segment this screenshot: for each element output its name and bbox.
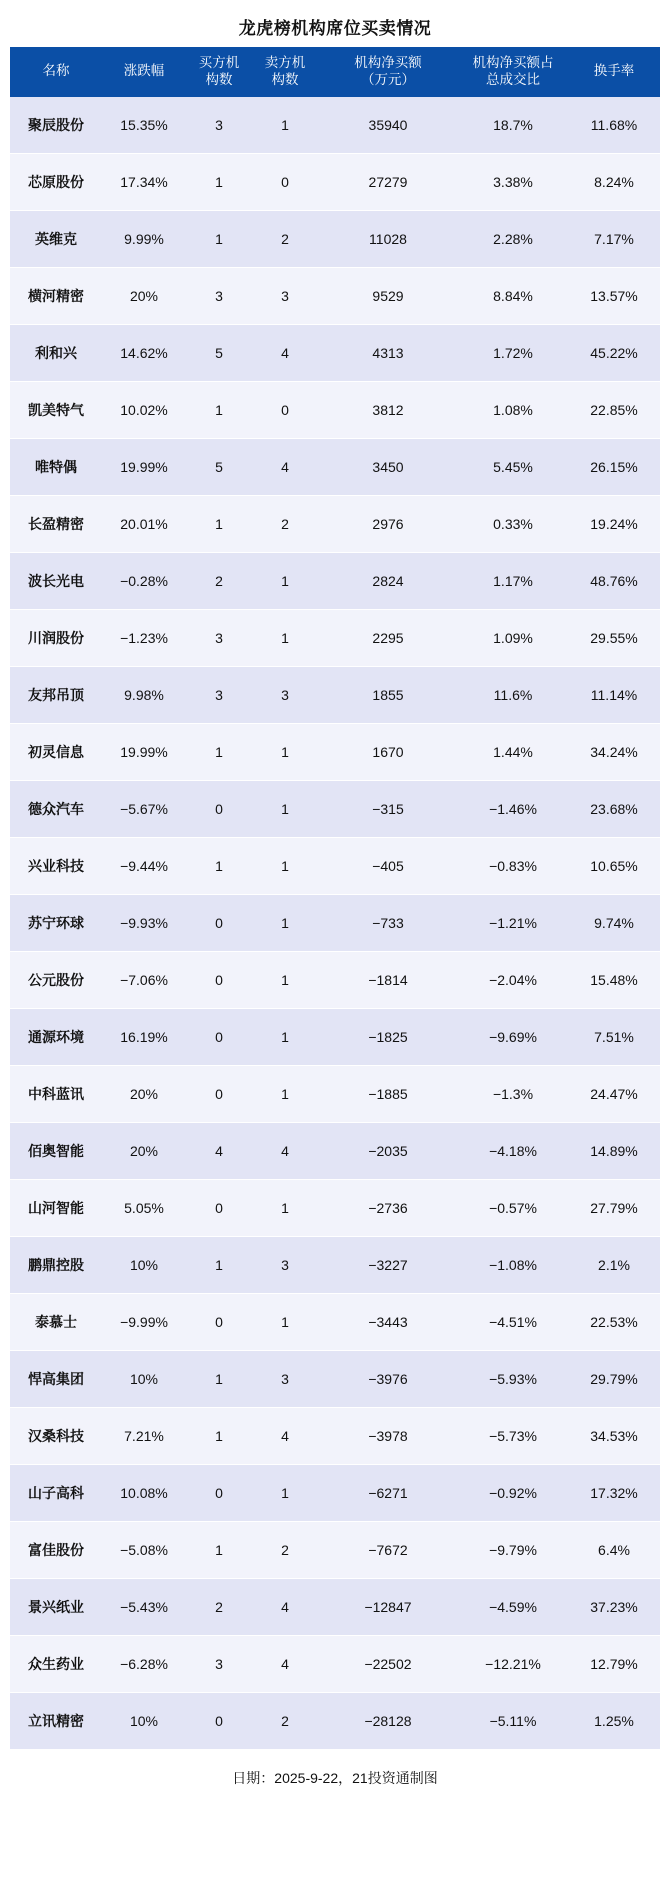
cell-net-amount: 9529 (318, 267, 458, 324)
cell-buy-count: 1 (186, 1350, 252, 1407)
column-header-buy-count-line1: 买方机 (198, 55, 240, 70)
cell-name: 英维克 (10, 210, 102, 267)
cell-net-ratio: −0.83% (458, 837, 568, 894)
cell-name: 横河精密 (10, 267, 102, 324)
cell-turnover: 22.85% (568, 381, 660, 438)
cell-name: 利和兴 (10, 324, 102, 381)
cell-net-ratio: 0.33% (458, 495, 568, 552)
cell-sell-count: 2 (252, 1521, 318, 1578)
table-row (10, 723, 660, 780)
cell-name: 友邦吊顶 (10, 666, 102, 723)
column-header-sell-count-line1: 卖方机 (264, 55, 306, 70)
cell-net-amount: −405 (318, 837, 458, 894)
cell-change: −5.08% (102, 1521, 186, 1578)
cell-change: 14.62% (102, 324, 186, 381)
cell-name: 波长光电 (10, 552, 102, 609)
cell-change: 9.99% (102, 210, 186, 267)
table-row (10, 1635, 660, 1692)
cell-name: 通源环境 (10, 1008, 102, 1065)
column-header-net-ratio-line2: 总成交比 (486, 71, 540, 87)
cell-net-ratio: −1.3% (458, 1065, 568, 1122)
cell-turnover: 37.23% (568, 1578, 660, 1635)
cell-turnover: 11.68% (568, 97, 660, 154)
cell-net-ratio: 8.84% (458, 267, 568, 324)
cell-turnover: 45.22% (568, 324, 660, 381)
cell-sell-count: 1 (252, 609, 318, 666)
cell-turnover: 29.55% (568, 609, 660, 666)
cell-net-amount: 1855 (318, 666, 458, 723)
table-row (10, 267, 660, 324)
cell-net-ratio: −5.11% (458, 1692, 568, 1749)
cell-turnover: 19.24% (568, 495, 660, 552)
cell-turnover: 8.24% (568, 153, 660, 210)
cell-buy-count: 3 (186, 97, 252, 154)
cell-buy-count: 0 (186, 1692, 252, 1749)
cell-buy-count: 0 (186, 1065, 252, 1122)
cell-net-ratio: 1.17% (458, 552, 568, 609)
cell-sell-count: 0 (252, 153, 318, 210)
cell-sell-count: 4 (252, 324, 318, 381)
cell-net-amount: 2824 (318, 552, 458, 609)
cell-net-amount: −3227 (318, 1236, 458, 1293)
cell-net-amount: 11028 (318, 210, 458, 267)
cell-net-ratio: −1.21% (458, 894, 568, 951)
cell-name: 泰慕士 (10, 1293, 102, 1350)
cell-net-ratio: 1.08% (458, 381, 568, 438)
cell-buy-count: 0 (186, 1293, 252, 1350)
table-row (10, 552, 660, 609)
cell-sell-count: 3 (252, 666, 318, 723)
cell-net-amount: −3976 (318, 1350, 458, 1407)
cell-sell-count: 4 (252, 1122, 318, 1179)
cell-turnover: 34.24% (568, 723, 660, 780)
cell-name: 唯特偶 (10, 438, 102, 495)
cell-net-amount: −2736 (318, 1179, 458, 1236)
cell-buy-count: 1 (186, 381, 252, 438)
cell-sell-count: 4 (252, 1635, 318, 1692)
cell-turnover: 29.79% (568, 1350, 660, 1407)
footer-row (10, 1749, 660, 1806)
table-row (10, 1578, 660, 1635)
table-row (10, 1692, 660, 1749)
cell-net-ratio: 5.45% (458, 438, 568, 495)
table-row (10, 324, 660, 381)
footer-note: 日期：2025-9-22，21投资通制图 (10, 1749, 660, 1806)
table-row (10, 1122, 660, 1179)
table-body (10, 97, 660, 1750)
cell-turnover: 23.68% (568, 780, 660, 837)
cell-net-amount: 4313 (318, 324, 458, 381)
cell-sell-count: 2 (252, 1692, 318, 1749)
table-row (10, 1293, 660, 1350)
cell-buy-count: 1 (186, 495, 252, 552)
cell-buy-count: 3 (186, 267, 252, 324)
table-row (10, 153, 660, 210)
table-row (10, 666, 660, 723)
cell-change: 20% (102, 1065, 186, 1122)
cell-sell-count: 1 (252, 1179, 318, 1236)
cell-turnover: 12.79% (568, 1635, 660, 1692)
cell-change: 10.02% (102, 381, 186, 438)
cell-turnover: 1.25% (568, 1692, 660, 1749)
cell-net-amount: −733 (318, 894, 458, 951)
cell-net-ratio: 1.72% (458, 324, 568, 381)
cell-change: 16.19% (102, 1008, 186, 1065)
cell-turnover: 24.47% (568, 1065, 660, 1122)
cell-name: 初灵信息 (10, 723, 102, 780)
cell-change: −1.23% (102, 609, 186, 666)
cell-net-ratio: −4.59% (458, 1578, 568, 1635)
table-row (10, 1407, 660, 1464)
cell-net-ratio: 1.44% (458, 723, 568, 780)
cell-turnover: 14.89% (568, 1122, 660, 1179)
table-row (10, 1008, 660, 1065)
cell-buy-count: 1 (186, 1521, 252, 1578)
cell-name: 鹏鼎控股 (10, 1236, 102, 1293)
column-header-net-amount (318, 47, 458, 97)
cell-turnover: 7.51% (568, 1008, 660, 1065)
table-row (10, 1236, 660, 1293)
cell-name: 山河智能 (10, 1179, 102, 1236)
cell-turnover: 15.48% (568, 951, 660, 1008)
table-row (10, 495, 660, 552)
cell-turnover: 6.4% (568, 1521, 660, 1578)
cell-change: 20% (102, 1122, 186, 1179)
cell-buy-count: 0 (186, 1464, 252, 1521)
cell-sell-count: 1 (252, 894, 318, 951)
cell-buy-count: 1 (186, 210, 252, 267)
column-header-change (102, 47, 186, 97)
cell-net-amount: −22502 (318, 1635, 458, 1692)
cell-change: −5.67% (102, 780, 186, 837)
cell-buy-count: 5 (186, 324, 252, 381)
cell-net-amount: 1670 (318, 723, 458, 780)
cell-change: −5.43% (102, 1578, 186, 1635)
cell-net-amount: −1825 (318, 1008, 458, 1065)
cell-net-amount: 3812 (318, 381, 458, 438)
cell-net-amount: 35940 (318, 97, 458, 154)
cell-net-ratio: −12.21% (458, 1635, 568, 1692)
cell-change: 5.05% (102, 1179, 186, 1236)
cell-change: 20.01% (102, 495, 186, 552)
cell-name: 聚辰股份 (10, 97, 102, 154)
cell-name: 中科蓝讯 (10, 1065, 102, 1122)
cell-name: 山子高科 (10, 1464, 102, 1521)
cell-net-amount: 27279 (318, 153, 458, 210)
cell-turnover: 26.15% (568, 438, 660, 495)
cell-sell-count: 1 (252, 723, 318, 780)
column-header-net-ratio-line1: 机构净买额占 (472, 55, 554, 70)
column-header-net-ratio (458, 47, 568, 97)
cell-sell-count: 1 (252, 780, 318, 837)
cell-turnover: 48.76% (568, 552, 660, 609)
cell-change: 19.99% (102, 438, 186, 495)
cell-net-ratio: −9.79% (458, 1521, 568, 1578)
cell-turnover: 34.53% (568, 1407, 660, 1464)
table-row (10, 609, 660, 666)
cell-net-ratio: −2.04% (458, 951, 568, 1008)
cell-net-ratio: 3.38% (458, 153, 568, 210)
cell-net-amount: 3450 (318, 438, 458, 495)
cell-sell-count: 3 (252, 1236, 318, 1293)
cell-name: 芯原股份 (10, 153, 102, 210)
cell-change: 20% (102, 267, 186, 324)
cell-sell-count: 1 (252, 552, 318, 609)
cell-net-ratio: −4.51% (458, 1293, 568, 1350)
cell-name: 汉桑科技 (10, 1407, 102, 1464)
column-header-net-amount-line1: 机构净买额 (354, 55, 422, 70)
cell-change: −7.06% (102, 951, 186, 1008)
cell-net-amount: −28128 (318, 1692, 458, 1749)
table-footer (10, 1749, 660, 1806)
cell-change: 10% (102, 1692, 186, 1749)
cell-sell-count: 1 (252, 1293, 318, 1350)
cell-buy-count: 1 (186, 1407, 252, 1464)
cell-net-amount: −3443 (318, 1293, 458, 1350)
cell-name: 苏宁环球 (10, 894, 102, 951)
cell-buy-count: 0 (186, 951, 252, 1008)
cell-change: 7.21% (102, 1407, 186, 1464)
cell-buy-count: 2 (186, 552, 252, 609)
cell-change: 19.99% (102, 723, 186, 780)
cell-net-ratio: −1.46% (458, 780, 568, 837)
cell-net-ratio: −1.08% (458, 1236, 568, 1293)
cell-buy-count: 5 (186, 438, 252, 495)
cell-name: 长盈精密 (10, 495, 102, 552)
column-header-name-line1: 名称 (42, 63, 70, 79)
cell-turnover: 13.57% (568, 267, 660, 324)
cell-buy-count: 3 (186, 609, 252, 666)
column-header-net-amount-line2: （万元） (361, 71, 415, 87)
column-header-sell-count (252, 47, 318, 97)
cell-buy-count: 0 (186, 894, 252, 951)
table-row (10, 1350, 660, 1407)
table-row (10, 951, 660, 1008)
cell-change: −9.44% (102, 837, 186, 894)
cell-buy-count: 3 (186, 1635, 252, 1692)
cell-change: −9.99% (102, 1293, 186, 1350)
cell-net-ratio: −0.57% (458, 1179, 568, 1236)
table-row (10, 210, 660, 267)
cell-net-ratio: −4.18% (458, 1122, 568, 1179)
cell-name: 公元股份 (10, 951, 102, 1008)
cell-net-amount: −2035 (318, 1122, 458, 1179)
cell-buy-count: 2 (186, 1578, 252, 1635)
cell-sell-count: 2 (252, 495, 318, 552)
column-header-turnover (568, 47, 660, 97)
cell-name: 川润股份 (10, 609, 102, 666)
cell-turnover: 9.74% (568, 894, 660, 951)
cell-turnover: 7.17% (568, 210, 660, 267)
cell-name: 兴业科技 (10, 837, 102, 894)
page-title: 龙虎榜机构席位买卖情况 (238, 19, 432, 38)
cell-net-amount: −6271 (318, 1464, 458, 1521)
column-header-buy-count-line2: 构数 (205, 71, 233, 87)
cell-net-amount: −315 (318, 780, 458, 837)
column-header-buy-count (186, 47, 252, 97)
cell-net-amount: 2295 (318, 609, 458, 666)
cell-sell-count: 0 (252, 381, 318, 438)
cell-buy-count: 1 (186, 837, 252, 894)
cell-name: 德众汽车 (10, 780, 102, 837)
cell-net-ratio: 11.6% (458, 666, 568, 723)
cell-buy-count: 4 (186, 1122, 252, 1179)
cell-turnover: 22.53% (568, 1293, 660, 1350)
table-row (10, 780, 660, 837)
table-row (10, 1521, 660, 1578)
table-row (10, 1065, 660, 1122)
cell-sell-count: 2 (252, 210, 318, 267)
table-row (10, 97, 660, 154)
cell-change: 15.35% (102, 97, 186, 154)
cell-change: 10% (102, 1236, 186, 1293)
cell-name: 富佳股份 (10, 1521, 102, 1578)
column-header-turnover-line1: 换手率 (593, 63, 635, 79)
cell-name: 景兴纸业 (10, 1578, 102, 1635)
cell-net-ratio: 2.28% (458, 210, 568, 267)
cell-net-amount: −7672 (318, 1521, 458, 1578)
table-header (10, 47, 660, 97)
cell-sell-count: 3 (252, 267, 318, 324)
cell-net-ratio: −0.92% (458, 1464, 568, 1521)
cell-buy-count: 0 (186, 780, 252, 837)
cell-name: 佰奥智能 (10, 1122, 102, 1179)
table-row (10, 894, 660, 951)
cell-buy-count: 1 (186, 723, 252, 780)
cell-sell-count: 1 (252, 97, 318, 154)
cell-net-amount: −3978 (318, 1407, 458, 1464)
cell-change: −0.28% (102, 552, 186, 609)
table-row (10, 381, 660, 438)
cell-net-amount: −1885 (318, 1065, 458, 1122)
cell-sell-count: 4 (252, 438, 318, 495)
table-row (10, 837, 660, 894)
cell-change: −6.28% (102, 1635, 186, 1692)
cell-sell-count: 1 (252, 1065, 318, 1122)
table-header-row (10, 47, 660, 97)
cell-sell-count: 4 (252, 1578, 318, 1635)
cell-net-ratio: 18.7% (458, 97, 568, 154)
cell-buy-count: 0 (186, 1179, 252, 1236)
cell-name: 众生药业 (10, 1635, 102, 1692)
cell-change: 10% (102, 1350, 186, 1407)
cell-sell-count: 1 (252, 951, 318, 1008)
cell-change: −9.93% (102, 894, 186, 951)
cell-change: 17.34% (102, 153, 186, 210)
cell-sell-count: 1 (252, 837, 318, 894)
cell-turnover: 2.1% (568, 1236, 660, 1293)
cell-net-ratio: −5.93% (458, 1350, 568, 1407)
cell-net-ratio: −5.73% (458, 1407, 568, 1464)
cell-net-amount: −12847 (318, 1578, 458, 1635)
cell-turnover: 11.14% (568, 666, 660, 723)
cell-net-amount: −1814 (318, 951, 458, 1008)
cell-change: 10.08% (102, 1464, 186, 1521)
table-row (10, 1179, 660, 1236)
cell-net-ratio: −9.69% (458, 1008, 568, 1065)
cell-name: 立讯精密 (10, 1692, 102, 1749)
table-row (10, 438, 660, 495)
cell-name: 悍高集团 (10, 1350, 102, 1407)
cell-turnover: 17.32% (568, 1464, 660, 1521)
column-header-sell-count-line2: 构数 (271, 71, 299, 87)
cell-net-ratio: 1.09% (458, 609, 568, 666)
cell-buy-count: 0 (186, 1008, 252, 1065)
cell-sell-count: 1 (252, 1008, 318, 1065)
cell-buy-count: 1 (186, 153, 252, 210)
cell-sell-count: 4 (252, 1407, 318, 1464)
cell-name: 凯美特气 (10, 381, 102, 438)
cell-turnover: 10.65% (568, 837, 660, 894)
institution-trading-table (10, 47, 660, 1807)
column-header-change-line1: 涨跌幅 (123, 63, 165, 79)
table-row (10, 1464, 660, 1521)
cell-net-amount: 2976 (318, 495, 458, 552)
cell-sell-count: 1 (252, 1464, 318, 1521)
cell-change: 9.98% (102, 666, 186, 723)
cell-buy-count: 1 (186, 1236, 252, 1293)
cell-buy-count: 3 (186, 666, 252, 723)
column-header-name (10, 47, 102, 97)
cell-sell-count: 3 (252, 1350, 318, 1407)
cell-turnover: 27.79% (568, 1179, 660, 1236)
